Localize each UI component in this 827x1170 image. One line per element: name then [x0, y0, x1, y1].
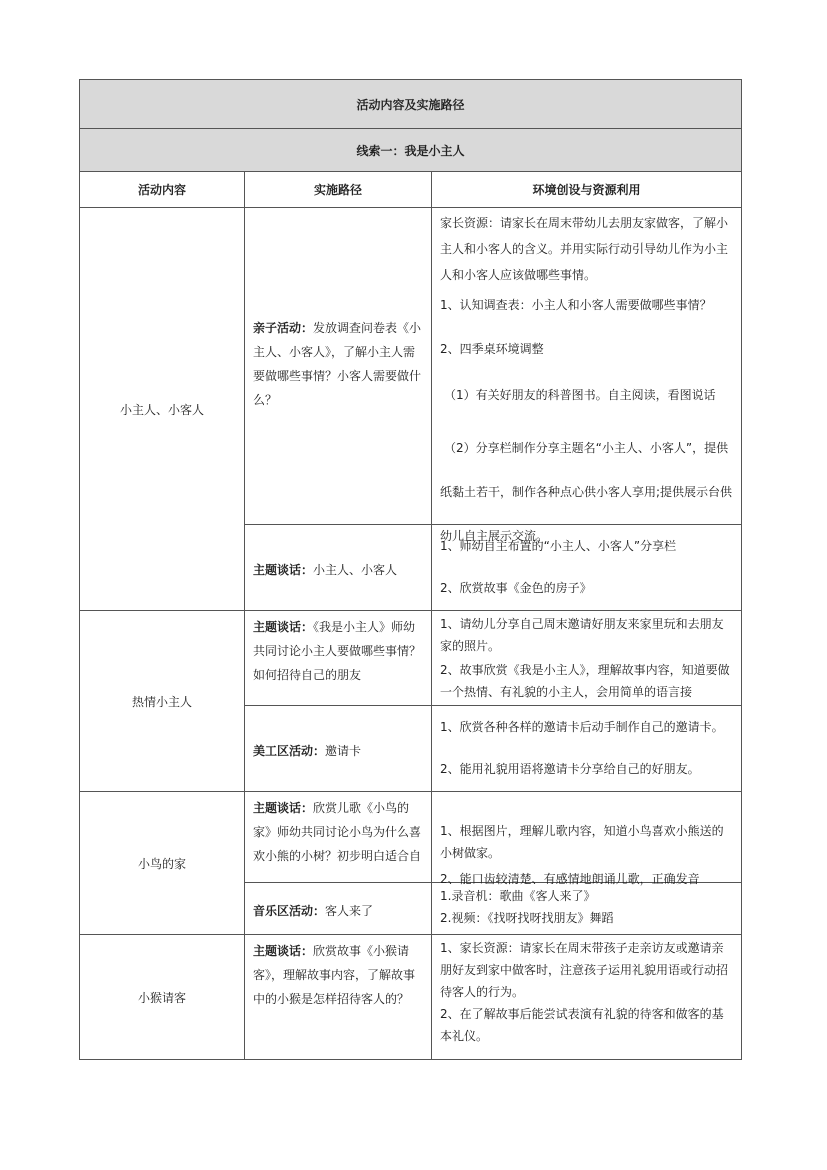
path-cell	[245, 792, 432, 883]
env-line: （2）分享栏制作分享主题名“小主人、小客人”，提供纸黏土若干，制作各种点心供小客人享用;提供展示台供幼儿自主展示交流。	[440, 441, 733, 543]
path-cell	[245, 611, 432, 706]
path-label: 亲子活动：	[253, 321, 314, 335]
path-text: 客人来了	[325, 903, 374, 918]
activity-table-page	[79, 79, 741, 1060]
env-cell	[432, 792, 742, 886]
env-cell	[432, 706, 742, 792]
env-line: 1、师幼自主布置的“小主人、小客人”分享栏	[440, 539, 677, 553]
path-cell	[245, 935, 432, 1060]
env-line: （1）有关好朋友的科普图书。自主阅读，看图说话	[444, 388, 716, 402]
path-label: 主题谈话：	[253, 801, 314, 815]
env-line: 2、欣赏故事《金色的房子》	[440, 581, 592, 595]
env-line: 2、能口齿较清楚、有感情地朗诵儿歌，正确发音	[440, 872, 700, 886]
thread-title: 线索一：我是小主人	[80, 129, 742, 172]
path-text: 《我是小主人》师幼共同讨论小主人要做哪些事情？如何招待自己的朋友	[253, 620, 422, 682]
env-line: 2、在了解故事后能尝试表演有礼貌的待客和做客的基本礼仪。	[440, 1007, 724, 1043]
path-cell	[245, 525, 432, 611]
env-line: 2.视频：《找呀找呀找朋友》舞蹈	[440, 911, 614, 925]
env-line: 2、能用礼貌用语将邀请卡分享给自己的好朋友。	[440, 762, 700, 776]
group-name-cell: 小猴请客	[80, 935, 245, 1060]
group-name-cell: 小鸟的家	[80, 792, 245, 935]
activity-table	[79, 79, 742, 1060]
env-line: 1、认知调查表：小主人和小客人需要做哪些事情？	[440, 298, 712, 312]
env-cell	[432, 611, 742, 706]
env-line: 1.录音机：歌曲《客人来了》	[440, 889, 596, 903]
path-cell	[245, 706, 432, 792]
path-label: 音乐区活动：	[253, 903, 326, 918]
path-text: 小主人、小客人	[313, 562, 398, 577]
path-text: 欣赏故事《小猴请客》，理解故事内容，了解故事中的小猴是怎样招待客人的？	[253, 944, 416, 1006]
path-cell	[245, 883, 432, 935]
env-line: 1、根据图片，理解儿歌内容，知道小鸟喜欢小熊送的小树做家。	[440, 824, 724, 860]
path-text: 邀请卡	[325, 743, 362, 758]
column-header-env: 环境创设与资源利用	[432, 172, 742, 208]
column-header-path: 实施路径	[245, 172, 432, 208]
env-line: 2、故事欣赏《我是小主人》，理解故事内容，知道要做一个热情、有礼貌的小主人，会用简单的语言接	[440, 663, 730, 699]
path-text: 发放调查问卷表《小主人、小客人》，了解小主人需要做哪些事情？小客人需要做什么？	[253, 321, 422, 407]
group-name-cell: 小主人、小客人	[80, 208, 245, 611]
path-label: 主题谈话：	[253, 562, 314, 577]
env-line: 1、家长资源：请家长在周末带孩子走亲访友或邀请亲朋好友到家中做客时，注意孩子运用礼貌用语或行动招待客人的行为。	[440, 941, 729, 999]
env-line: 2、四季桌环境调整	[440, 342, 544, 356]
env-cell	[432, 935, 742, 1060]
path-cell	[245, 208, 432, 525]
env-cell	[432, 883, 742, 935]
env-line: 家长资源：请家长在周末带幼儿去朋友家做客，了解小主人和小客人的含义。并用实际行动引导幼儿作为小主人和小客人应该做哪些事情。	[440, 216, 729, 282]
group-name-cell: 热情小主人	[80, 611, 245, 792]
column-header-content: 活动内容	[80, 172, 245, 208]
env-line: 1、欣赏各种各样的邀请卡后动手制作自己的邀请卡。	[440, 720, 724, 734]
path-label: 主题谈话：	[253, 944, 314, 958]
env-cell	[432, 525, 742, 611]
path-label: 主题谈话：	[253, 620, 314, 634]
env-cell	[432, 208, 742, 543]
env-line: 1、请幼儿分享自己周末邀请好朋友来家里玩和去朋友家的照片。	[440, 617, 724, 653]
path-label: 美工区活动：	[253, 743, 326, 758]
table-title: 活动内容及实施路径	[80, 80, 742, 129]
path-text: 欣赏儿歌《小鸟的家》师幼共同讨论小鸟为什么喜欢小熊的小树？初步明白适合自	[253, 801, 422, 863]
